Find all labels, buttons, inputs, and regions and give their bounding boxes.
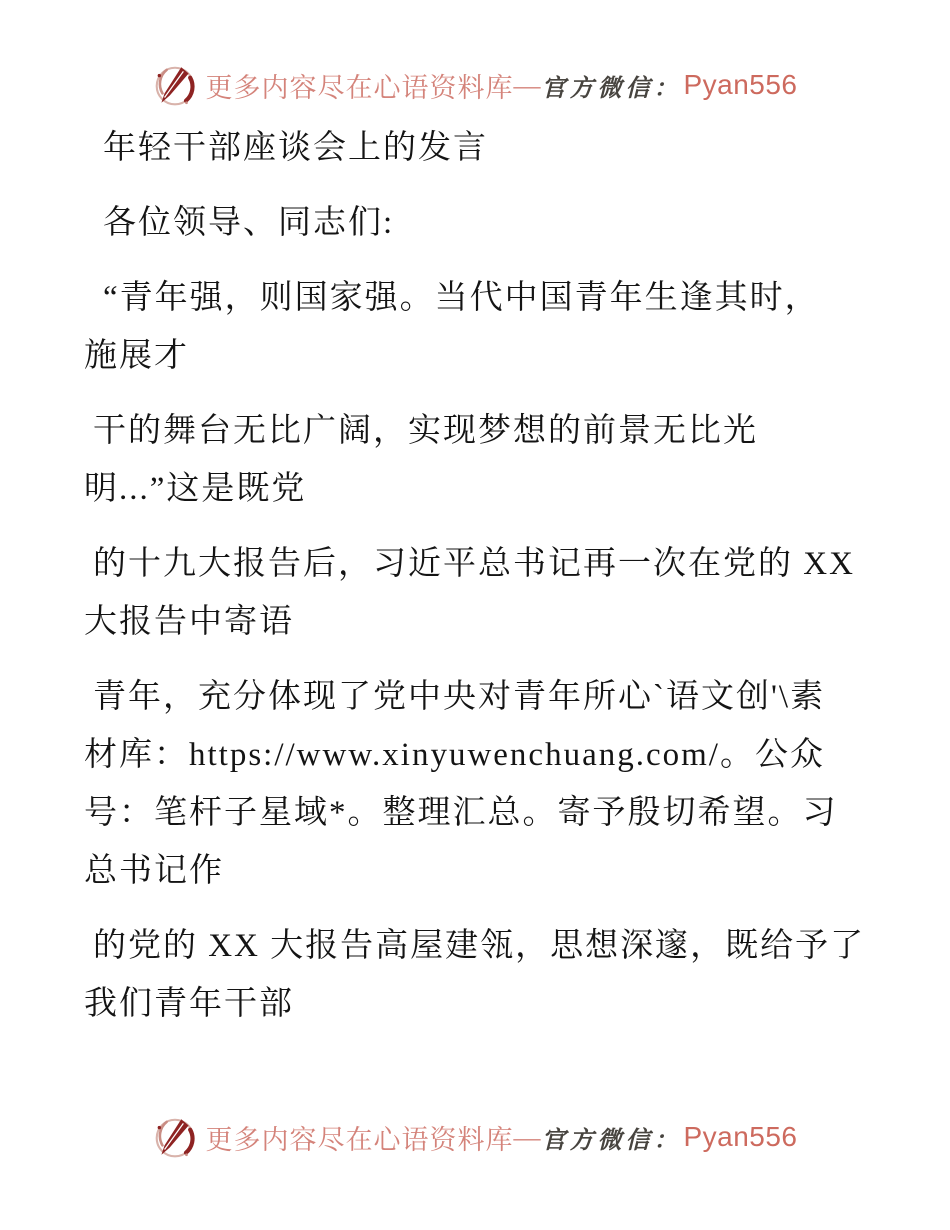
paragraph-line: 的党的 XX 大报告高屋建瓴，思想深邃，既给予了 <box>93 928 866 964</box>
paragraph-with-url <box>84 668 890 900</box>
header-watermark <box>0 62 950 108</box>
watermark-separator: — <box>513 69 541 100</box>
watermark-separator: — <box>513 1121 541 1152</box>
salutation <box>84 194 890 252</box>
pen-circle-logo-icon <box>152 1114 198 1160</box>
paragraph <box>84 535 890 651</box>
paragraph-line-url: 材库：https://www.xinyuwenchuang.com/。公众 <box>84 737 825 773</box>
watermark-wechat-id: Pyan556 <box>683 1121 798 1152</box>
watermark-wechat-label: 官方微信： <box>541 1124 682 1154</box>
paragraph-line: “青年强，则国家强。当代中国青年生逢其时， <box>103 280 820 316</box>
watermark-wechat-label: 官方微信： <box>541 72 682 102</box>
paragraph-line: 明...”这是既党 <box>84 471 307 507</box>
paragraph-line: 施展才 <box>84 338 189 374</box>
paragraph-line: 的十九大报告后，习近平总书记再一次在党的 XX <box>93 546 855 582</box>
salutation-line: 各位领导、同志们: <box>103 205 395 241</box>
paragraph-line: 号：笔杆子星域*。整理汇总。寄予殷切希望。习 <box>84 795 838 831</box>
paragraph-line: 我们青年干部 <box>84 986 294 1022</box>
title-line: 年轻干部座谈会上的发言 <box>103 130 488 166</box>
document-title <box>84 119 890 177</box>
footer-watermark <box>0 1114 950 1160</box>
paragraph-line: 大报告中寄语 <box>84 604 294 640</box>
paragraph-quote <box>84 269 890 385</box>
paragraph <box>84 402 890 518</box>
pen-circle-logo-icon <box>152 62 198 108</box>
paragraph-line: 总书记作 <box>84 853 224 889</box>
document-content <box>84 119 890 1050</box>
paragraph-line: 干的舞台无比广阔，实现梦想的前景无比光 <box>93 413 758 449</box>
watermark-wechat-id: Pyan556 <box>683 69 798 100</box>
watermark-brand-text: 更多内容尽在心语资料库 <box>205 72 514 103</box>
paragraph-line: 青年，充分体现了党中央对青年所心`语文创'\素 <box>93 679 826 715</box>
paragraph <box>84 917 890 1033</box>
watermark-brand-text: 更多内容尽在心语资料库 <box>205 1124 514 1155</box>
